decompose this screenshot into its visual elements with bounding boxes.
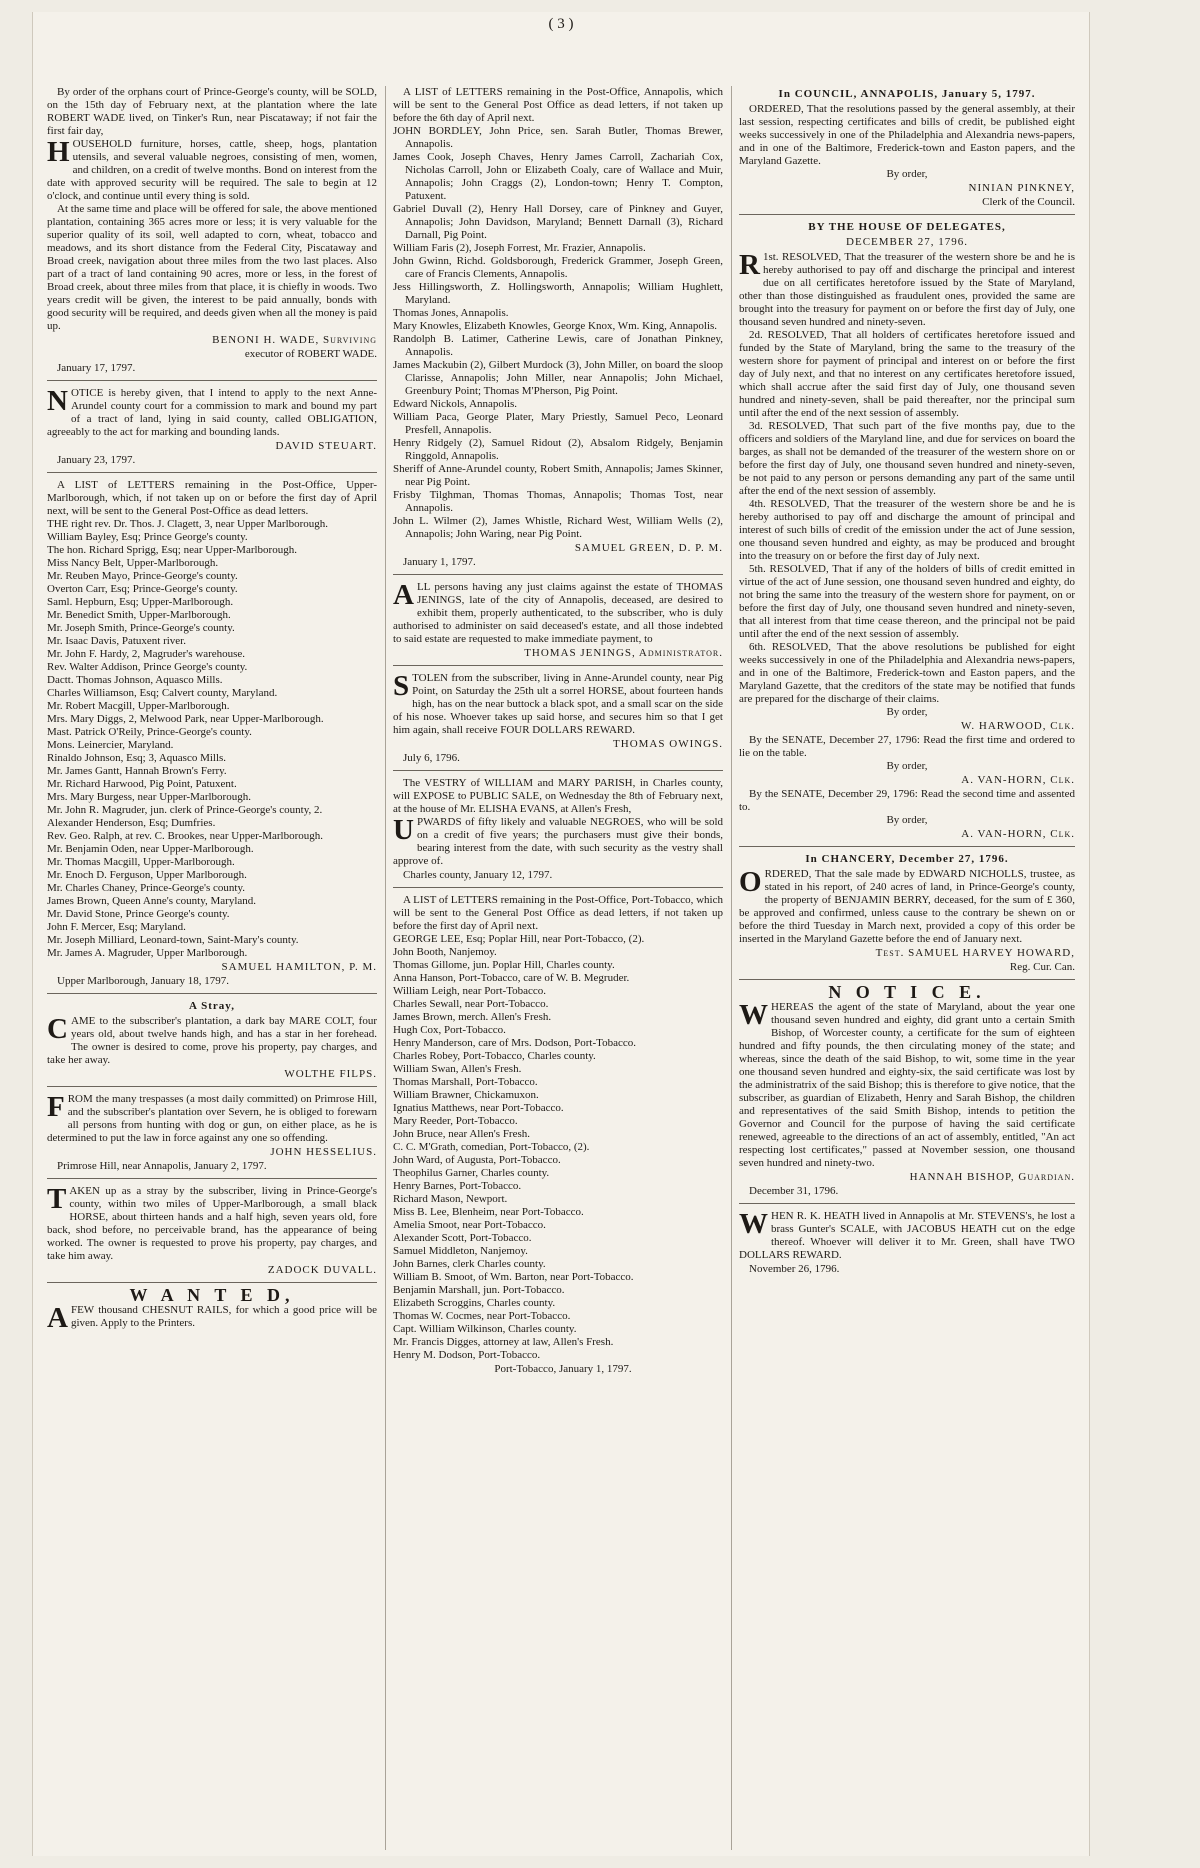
senate-signature: A. VAN-HORN, Clk. [961,828,1075,840]
drop-cap: W [739,1208,768,1240]
chancery-order [739,853,1075,974]
house-by-order: By order, [886,706,928,718]
list-entry: Mr. James Gantt, Hannah Brown's Ferry. [47,765,227,777]
divider [47,472,377,473]
drop-cap: T [47,1183,67,1215]
list-entry: Benjamin Marshall, jun. Port-Tobacco. [393,1284,565,1296]
list-entry: Rinaldo Johnson, Esq; 3, Aquasco Mills. [47,752,227,764]
vestry-intro: The VESTRY of WILLIAM and MARY PARISH, in Charles county, will EXPOSE to PUBLIC SALE, on Wednesday the 8th of February next, at the house of Mr. ELISHA EVANS, at Allen's Fresh, [393,777,723,815]
list-entry: William Paca, George Plater, Mary Priestly, Samuel Peco, Leonard Presfell, Annapolis. [393,411,723,436]
heath-date: November 26, 1796. [749,1263,840,1275]
list-entry: Charles Williamson, Esq; Calvert county, Maryland. [47,687,278,699]
vestry-sale-ad [393,777,723,882]
list-entry: Mr. Charles Chaney, Prince-George's county. [47,882,245,894]
list-entry: Mast. Patrick O'Reily, Prince-George's county. [47,726,252,738]
newspaper-page [32,12,1090,1856]
senate-by-order: By order, [886,814,928,826]
senate-second-reading: By the SENATE, December 29, 1796: Read the second time and assented to. [739,788,1075,813]
lost-scale-ad [739,1210,1075,1276]
drop-cap: W [739,999,768,1031]
list-date: Upper Marlborough, January 18, 1797. [57,975,229,987]
list-entry: Amelia Smoot, near Port-Tobacco. [393,1219,546,1231]
drop-cap: S [393,670,410,702]
list-entry: William Faris (2), Joseph Forrest, Mr. Frazier, Annapolis. [393,242,646,254]
list-entry: Thomas Marshall, Port-Tobacco. [393,1076,538,1088]
stolen-signature: THOMAS OWINGS. [613,738,723,750]
list-entry: Capt. William Wilkinson, Charles county. [393,1323,577,1335]
trespass-ad [47,1093,377,1173]
estate-signature: THOMAS JENINGS, Administrator. [524,647,723,659]
divider [47,1178,377,1179]
list-entry: Mary Reeder, Port-Tobacco. [393,1115,518,1127]
list-entry: Thomas Gillome, jun. Poplar Hill, Charles county. [393,959,615,971]
drop-cap: H [47,136,70,168]
drop-cap: U [393,814,414,846]
resolution-1: 1st. RESOLVED, That the treasurer of the western shore be and he is hereby authorised to pay off and discharge the principal and interest due on all certificates heretofore issued by the State of Maryland, other than those distinguished as fraudulent ones, provided the same are brought into the treasury for payment on or before the first day of July, one thousand seven hundred and ninety-seven. [739,251,1075,328]
list-entry: The hon. Richard Sprigg, Esq; near Upper-Marlborough. [47,544,297,556]
resolution-4: 4th. RESOLVED, That the treasurer of the western shore be and he is hereby authorised to pay off and discharge the amount of principal and interest of such bills of credit of the emission under the act of June session, one thousand seven hundred and eighty, as may be produced and brought into the treasury on or before the first day of July next. [739,498,1075,562]
sale-signature: BENONI H. WADE, Surviving [212,334,377,346]
list-entry: John Booth, Nanjemoy. [393,946,497,958]
list-entry: THE right rev. Dr. Thos. J. Clagett, 3, near Upper Marlborough. [47,518,329,530]
list-entry: Mr. Reuben Mayo, Prince-George's county. [47,570,238,582]
list-signature: SAMUEL GREEN, D. P. M. [574,542,723,554]
letter-list [393,933,723,1362]
divider [393,887,723,888]
notice-date: December 31, 1796. [749,1185,839,1197]
stray-ad [47,1000,377,1081]
sale-date: January 17, 1797. [57,362,136,374]
stolen-horse-ad [393,672,723,765]
list-entry: William Swan, Allen's Fresh. [393,1063,522,1075]
chancery-signature: Test. SAMUEL HARVEY HOWARD, [875,947,1075,959]
list-entry: Frisby Tilghman, Thomas Thomas, Annapolis; Thomas Tost, near Annapolis. [393,489,723,514]
house-date: DECEMBER 27, 1796. [846,236,968,248]
list-entry: John L. Wilmer (2), James Whistle, Richard West, William Wells (2), Annapolis; John Waring, near Pig Point. [393,515,723,540]
list-signature: SAMUEL HAMILTON, P. M. [221,961,377,973]
list-entry: Elizabeth Scroggins, Charles county. [393,1297,556,1309]
list-entry: John F. Mercer, Esq; Maryland. [47,921,186,933]
list-entry: JOHN BORDLEY, John Price, sen. Sarah Butler, Thomas Brewer, Annapolis. [393,125,723,150]
notice-body: HEREAS the agent of the state of Maryland, about the year one thousand seven hundred and eighty, did grant unto a certain Smith Bishop, of Worcester county, a certificate for the sum of eighteen hundred and fifty pounds, the then circulating money of the state; and whereas, since the death of the said Bishop, to wit, some time in the year one thousand seven hundred and eighty-six, the said certificate was lost by the administratrix of the said Bishop; this is therefore to give notice, that the subscriber, as guardian of Elizabeth, Henry and Sarah Bishop, the children and representatives of the said Smith Bishop, intends to petition the Governor and Council for the purpose of having the said certificate renewed, agreeable to the directions of an act of assembly, entitled, "An act respecting lost certificates," passed at November session, one thousand seven hundred and ninety-two. [739,1001,1075,1169]
column-left [47,86,377,1856]
list-entry: Henry Manderson, care of Mrs. Dodson, Port-Tobacco. [393,1037,636,1049]
sale-body-2: At the same time and place will be offered for sale, the above mentioned plantation, containing 365 acres more or less; it is very valuable for the superior quality of its soil, well adapted to corn, wheat, tobacco and meadows, and its short distance from the Federal City, Piscataway and Broad creek, navigation about three miles from the two last places. Also part of a tract of land containing 90 acres, more or less, in the forest of Broad creek, about three miles from that place, it is chiefly in woods. Two years credit will be given, the interest to be paid annually, bonds with good security will be required, and deeds given when all the money is paid up. [47,203,377,332]
chancery-body: RDERED, That the sale made by EDWARD NICHOLLS, trustee, as stated in his report, of 240 acres of land, in Prince-George's county, the property of BENJAMIN BERRY, deceased, for the sum of £ 360, be approved and confirmed, unless cause to the contrary be shewn on or before the third Tuesday in March next, provided a copy of this order be inserted in the Maryland Gazette before the end of January next. [739,868,1075,945]
list-entry: Mr. Thomas Macgill, Upper-Marlborough. [47,856,235,868]
list-entry: Hugh Cox, Port-Tobacco. [393,1024,506,1036]
divider [739,979,1075,980]
list-entry: Mrs. Mary Burgess, near Upper-Marlborough. [47,791,251,803]
list-entry: Saml. Hepburn, Esq; Upper-Marlborough. [47,596,234,608]
list-entry: Miss Nancy Belt, Upper-Marlborough. [47,557,219,569]
letter-list-upper-marlborough [47,479,377,988]
senate-first-reading: By the SENATE, December 27, 1796: Read the first time and ordered to lie on the table. [739,734,1075,759]
stray-title: A Stray, [189,1000,235,1012]
taken-signature: ZADOCK DUVALL. [267,1264,377,1276]
notice-date: January 23, 1797. [57,454,136,466]
senate-signature: A. VAN-HORN, Clk. [961,774,1075,786]
list-entry: William B. Smoot, of Wm. Barton, near Port-Tobacco. [393,1271,634,1283]
sale-intro: By order of the orphans court of Prince-George's county, will be SOLD, on the 15th day of February next, at the plantation where the late ROBERT WADE lived, on Tinker's Run, near Piscataway; if not fair the first fair day, [47,86,377,137]
list-entry: William Leigh, near Port-Tobacco. [393,985,547,997]
divider [739,1203,1075,1204]
trespass-signature: JOHN HESSELIUS. [270,1146,377,1158]
drop-cap: O [739,866,762,898]
list-entry: Henry M. Dodson, Port-Tobacco. [393,1349,541,1361]
taken-up-ad [47,1185,377,1277]
list-entry: Mr. Benedict Smith, Upper-Marlborough. [47,609,231,621]
divider [393,665,723,666]
page-number: ( 3 ) [548,16,574,32]
list-entry: Richard Mason, Newport. [393,1193,508,1205]
list-entry: Mr. Francis Digges, attorney at law, Allen's Fresh. [393,1336,614,1348]
divider [393,770,723,771]
list-intro: A LIST of LETTERS remaining in the Post-Office, Port-Tobacco, which will be sent to the General Post Office as dead letters, if not taken up before the first day of April next. [393,894,723,932]
senate-by-order: By order, [886,760,928,772]
list-entry: GEORGE LEE, Esq; Poplar Hill, near Port-Tobacco, (2). [393,933,645,945]
notice-ad [47,387,377,467]
vestry-body: PWARDS of fifty likely and valuable NEGROES, who will be sold on a credit of five years; the purchasers must give their bonds, bearing interest from the date, with such security as the vestry shall approve of. [393,816,723,867]
resolution-5: 5th. RESOLVED, That if any of the holders of bills of credit emitted in virtue of the act of June session, one thousand seven hundred and eighty, do not bring the same into the treasury of the western shore for payment, on or before the first day of July, one thousand seven hundred and ninety-seven, that all interest from that time cease thereon, and the principal not be paid until after the end of the next session of assembly. [739,563,1075,640]
lost-certificate-notice [739,982,1075,1198]
list-entry: Mr. Robert Macgill, Upper-Marlborough. [47,700,230,712]
list-entry: John Bruce, near Allen's Fresh. [393,1128,531,1140]
drop-cap: C [47,1013,68,1045]
list-entry: Ignatius Matthews, near Port-Tobacco. [393,1102,564,1114]
chancery-heading: In CHANCERY, December 27, 1796. [805,853,1009,865]
list-entry: Mr. Joseph Smith, Prince-George's county. [47,622,235,634]
vestry-date: Charles county, January 12, 1797. [403,869,553,881]
list-entry: Gabriel Duvall (2), Henry Hall Dorsey, care of Pinkney and Guyer, Annapolis; John Davidson, Maryland; Bennett Darnall (3), Richard Darnall, Pig Point. [393,203,723,241]
trespass-body: ROM the many trespasses (a most daily committed) on Primrose Hill, and the subscriber's plantation over Severn, he is obliged to forewarn all persons from hunting with dog or gun, on either place, as he is determined to put the law in force against any one so offending. [47,1093,377,1144]
heath-body: HEN R. K. HEATH lived in Annapolis at Mr. STEVENS's, he lost a brass Gunter's SCALE, with JACOBUS HEATH cut on the edge thereof. Whoever will deliver it to Mr. Green, shall have TWO DOLLARS REWARD. [739,1210,1075,1261]
sale-body: OUSEHOLD furniture, horses, cattle, sheep, hogs, plantation utensils, and several valuable negroes, consisting of men, women, and children, on a credit of twelve months. Bond on interest from the date with approved security will be required. The sale to begin at 12 o'clock, and continue until every thing is sold. [47,138,377,202]
drop-cap: A [393,579,414,611]
drop-cap: F [47,1091,65,1123]
notice-title: N O T I C E. [828,982,986,1002]
list-entry: Mr. Richard Harwood, Pig Point, Patuxent. [47,778,237,790]
taken-body: AKEN up as a stray by the subscriber, living in Prince-George's county, within two miles of Upper-Marlborough, a small black HORSE, about thirteen hands and a half high, seven years old, fore back, shod before, no perceivable brand, has the appearance of being worked. The owner is requested to prove his property, pay charges, and take him away. [47,1185,377,1262]
list-entry: Alexander Henderson, Esq; Dumfries. [47,817,216,829]
column-right [739,86,1075,1856]
list-entry: Mr. Isaac Davis, Patuxent river. [47,635,186,647]
list-entry: Samuel Middleton, Nanjemoy. [393,1245,528,1257]
council-signature: NINIAN PINKNEY, [968,182,1075,194]
list-entry: Mr. John F. Hardy, 2, Magruder's warehouse. [47,648,246,660]
drop-cap: N [47,385,68,417]
house-signature: W. HARWOOD, Clk. [961,720,1075,732]
estate-body: LL persons having any just claims against the estate of THOMAS JENINGS, late of the city of Annapolis, deceased, are desired to exhibit them, properly authenticated, to the subscriber, who is duly authorised to administer on said deceased's estate, and all those indebted to said estate are requested to make immediate payment, to [393,581,723,645]
list-entry: John Ward, of Augusta, Port-Tobacco. [393,1154,561,1166]
list-entry: Mr. Enoch D. Ferguson, Upper Marlborough. [47,869,247,881]
list-entry: Sheriff of Anne-Arundel county, Robert Smith, Annapolis; James Skinner, near Pig Point. [393,463,723,488]
list-entry: Mr. Joseph Milliard, Leonard-town, Saint-Mary's county. [47,934,299,946]
list-entry: Mrs. Mary Diggs, 2, Melwood Park, near Upper-Marlborough. [47,713,324,725]
letter-list [47,518,377,960]
divider [739,214,1075,215]
council-by-order: By order, [886,168,928,180]
list-entry: Miss B. Lee, Blenheim, near Port-Tobacco. [393,1206,584,1218]
house-resolutions [739,221,1075,841]
list-entry: William Brawner, Chickamuxon. [393,1089,539,1101]
list-entry: Thomas W. Cocmes, near Port-Tobacco. [393,1310,571,1322]
notice-body: OTICE is hereby given, that I intend to apply to the next Anne-Arundel county court for a commission to mark and bound my part of a tract of land, lying in said county, called OBLIGATION, agreeably to the act for marking and bounding lands. [47,387,377,438]
list-entry: Overton Carr, Esq; Prince-George's county. [47,583,238,595]
notice-signature: HANNAH BISHOP, Guardian. [909,1171,1075,1183]
list-entry: Mr. Benjamin Oden, near Upper-Marlborough. [47,843,254,855]
letter-list [393,125,723,541]
resolution-6: 6th. RESOLVED, That the above resolutions be published for eight weeks successively in one of the Philadelphia and Alexandria news-papers, and in one of the Baltimore, Frederick-town and Easton papers, and the Maryland Gazette, that the creditors of the state may be notified that funds are prepared for the discharge of their claims. [739,641,1075,705]
stolen-body: TOLEN from the subscriber, living in Anne-Arundel county, near Pig Point, on Saturday the 25th ult a sorrel HORSE, about fourteen hands high, has on the near buttock a black spot, and a small scar on the side of his nose. Whoever takes up said horse, and secures him so that I get him again, shall receive FOUR DOLLARS REWARD. [393,672,723,736]
list-entry: Henry Ridgely (2), Samuel Ridout (2), Absalom Ridgely, Benjamin Ringgold, Annapolis. [393,437,723,462]
trespass-date: Primrose Hill, near Annapolis, January 2, 1797. [57,1160,267,1172]
sale-signature-title: executor of ROBERT WADE. [244,348,377,360]
council-heading: In COUNCIL, ANNAPOLIS, January 5, 1797. [778,88,1036,100]
column-rule [385,86,386,1850]
list-date: January 1, 1797. [403,556,476,568]
wanted-title: W A N T E D, [129,1285,295,1305]
column-rule [731,86,732,1850]
list-entry: Rev. Geo. Ralph, at rev. C. Brookes, near Upper-Marlborough. [47,830,324,842]
list-entry: Edward Nickols, Annapolis. [393,398,518,410]
notice-signature: DAVID STEUART. [275,440,377,452]
list-entry: Mr. John R. Magruder, jun. clerk of Prince-George's county, 2. [47,804,323,816]
stolen-date: July 6, 1796. [403,752,460,764]
estate-claims-ad [393,581,723,660]
list-entry: Dactt. Thomas Johnson, Aquasco Mills. [47,674,223,686]
list-intro: A LIST of LETTERS remaining in the Post-Office, Upper-Marlborough, which, if not taken up on or before the first day of April next, will be sent to the General Post-Office as dead letters. [47,479,377,517]
list-entry: Mary Knowles, Elizabeth Knowles, George Knox, Wm. King, Annapolis. [393,320,718,332]
list-entry: John Gwinn, Richd. Goldsborough, Frederick Grammer, Joseph Green, care of Francis Clements, Annapolis. [393,255,723,280]
list-entry: William Bayley, Esq; Prince George's county. [47,531,248,543]
list-entry: Charles Sewall, near Port-Tobacco. [393,998,549,1010]
list-entry: Randolph B. Latimer, Catherine Lewis, care of Jonathan Pinkney, Annapolis. [393,333,723,358]
list-entry: Thomas Jones, Annapolis. [393,307,509,319]
resolution-3: 3d. RESOLVED, That such part of the five months pay, due to the officers and soldiers of the Maryland line, and due for services on board the barges, as shall not be demanded of the treasurer of the western shore on or before the first day of July, one thousand seven hundred and ninety-seven, be not paid to any person or persons demanding any part of the same until after the end of the next session of assembly. [739,420,1075,497]
list-entry: Henry Barnes, Port-Tobacco. [393,1180,522,1192]
list-entry: Jess Hillingsworth, Z. Hollingsworth, Annapolis; William Hughlett, Maryland. [393,281,723,306]
stray-body: AME to the subscriber's plantation, a dark bay MARE COLT, four years old, about twelve hands high, and has a star in her forehead. The owner is desired to come, prove his property, pay charges, and take her away. [47,1015,377,1066]
list-entry: John Barnes, clerk Charles county. [393,1258,546,1270]
drop-cap: R [739,249,760,281]
drop-cap: A [47,1302,68,1334]
divider [393,574,723,575]
list-entry: James Brown, Queen Anne's county, Maryland. [47,895,257,907]
divider [47,380,377,381]
list-entry: Anna Hanson, Port-Tobacco, care of W. B. Megruder. [393,972,630,984]
divider [47,993,377,994]
house-heading: BY THE HOUSE OF DELEGATES, [808,221,1006,233]
list-entry: Charles Robey, Port-Tobacco, Charles county. [393,1050,596,1062]
letter-list-annapolis [393,86,723,569]
divider [739,846,1075,847]
wanted-body: FEW thousand CHESNUT RAILS, for which a good price will be given. Apply to the Printers. [70,1304,377,1329]
list-entry: Mr. James A. Magruder, Upper Marlborough. [47,947,248,959]
list-entry: James Mackubin (2), Gilbert Murdock (3), John Miller, on board the sloop Clarisse, Annapolis; John Miller, near Annapolis; John Michael, Greenbury Point; Thomas M'Pherson, Pig Point. [393,359,723,397]
resolution-2: 2d. RESOLVED, That all holders of certificates heretofore issued and funded by the State of Maryland, bring the same to the treasury of the western shore for payment of principal and interest on or before the first day of July next, and that no interest on any certificates heretofore issued, which shall accrue after the said first day of July, one thousand seven hundred and ninety-seven, shall be paid thereafter, nor the principal sum until after the end of the next session of assembly. [739,329,1075,419]
council-body: ORDERED, That the resolutions passed by the general assembly, at their last session, respecting certificates and bills of credit, be published eight weeks successively in one of the Philadelphia and Alexandria news-papers, and in one of the Baltimore, Frederick-town and Easton papers, and the Maryland Gazette. [739,103,1075,167]
council-signature-title: Clerk of the Council. [982,196,1075,208]
list-date: Port-Tobacco, January 1, 1797. [494,1363,632,1375]
list-intro: A LIST of LETTERS remaining in the Post-Office, Annapolis, which will be sent to the General Post Office as dead letters, if not taken up before the 6th day of April next. [393,86,723,124]
list-entry: James Cook, Joseph Chaves, Henry James Carroll, Zachariah Cox, Nicholas Carroll, John or Elizabeth Coaly, care of Wallace and Muir, Annapolis; John Craggs (2), London-town; Henry T. Compton, Patuxent. [393,151,723,202]
divider [47,1282,377,1283]
list-entry: Alexander Scott, Port-Tobacco. [393,1232,532,1244]
list-entry: C. C. M'Grath, comedian, Port-Tobacco, (2). [393,1141,590,1153]
list-entry: Mr. David Stone, Prince George's county. [47,908,230,920]
column-middle [393,86,723,1856]
list-entry: Rev. Walter Addison, Prince George's county. [47,661,248,673]
wanted-ad [47,1285,377,1334]
list-entry: Theophilus Garner, Charles county. [393,1167,550,1179]
divider [47,1086,377,1087]
stray-signature: WOLTHE FILPS. [284,1068,377,1080]
estate-sale-ad [47,86,377,375]
council-order [739,88,1075,209]
chancery-signature-title: Reg. Cur. Can. [1009,961,1075,973]
letter-list-port-tobacco [393,894,723,1376]
list-entry: Mons. Leinercier, Maryland. [47,739,174,751]
list-entry: James Brown, merch. Allen's Fresh. [393,1011,552,1023]
